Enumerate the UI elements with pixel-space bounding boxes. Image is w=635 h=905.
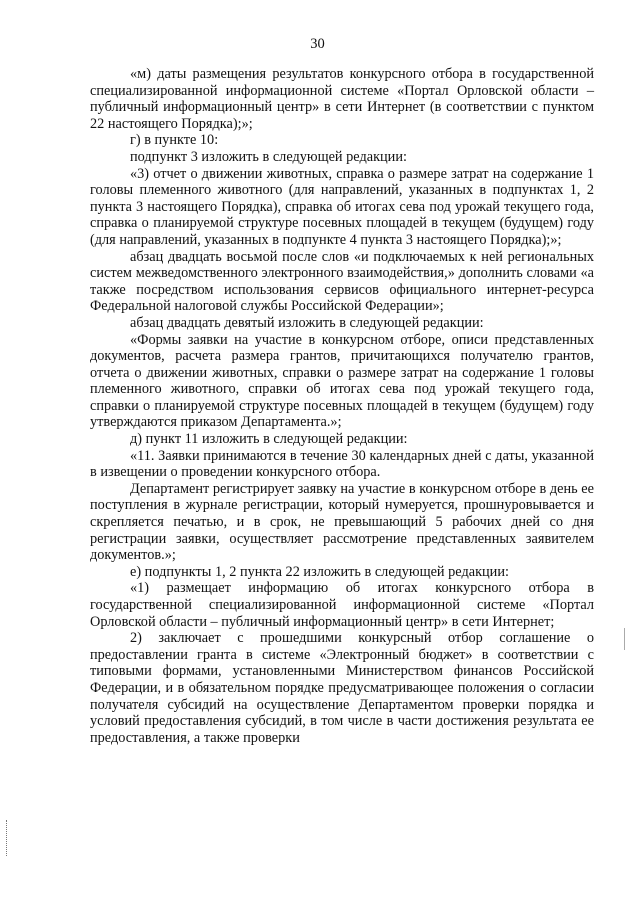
paragraph: «11. Заявки принимаются в течение 30 календарных дней с даты, указанной в извещении о проведении конкурсного отбора. bbox=[90, 447, 594, 481]
paragraph: Департамент регистрирует заявку на участие в конкурсном отборе в день ее поступления в журнале регистрации, который нумеруется, прошнуровывается и скрепляется печатью, и в срок, не превышающий 5 рабочих дней со дня регистрации заявки, осуществляет рассмотрение представленных заявителем документов.»; bbox=[90, 480, 594, 564]
paragraph: абзац двадцать восьмой после слов «и подключаемых к ней региональных систем межведомственного электронного взаимодействия,» дополнить словами «а также посредством использования сервисов официального интернет-ресурса Федеральной налоговой службы Российской Федерации»; bbox=[90, 248, 594, 315]
paragraph: «Формы заявки на участие в конкурсном отборе, описи представленных документов, расчета размера грантов, причитающихся получателю грантов, отчета о движении животных, справки о размере затрат на содержание 1 головы племенного животного, справки об итогах сева под урожай текущего года, справки о планируемой структуре посевных площадей в текущем (будущем) году утверждаются приказом Департамента.»; bbox=[90, 331, 594, 431]
scan-artifact bbox=[624, 628, 625, 650]
scan-artifact bbox=[6, 820, 9, 856]
paragraph: абзац двадцать девятый изложить в следующей редакции: bbox=[130, 314, 484, 331]
paragraph: д) пункт 11 изложить в следующей редакции: bbox=[130, 431, 408, 448]
paragraph: 2) заключает с прошедшими конкурсный отбор соглашение о предоставлении гранта в системе «Электронный бюджет» в соответствии с типовыми формами, установленными Министерством финансов Российской Федерации, и в обязательном порядке предусматривающее положения о согласии получателя субсидий на осуществление Департаментом проверки порядка и условий предоставления субсидий, в том числе в части достижения результата ее предоставления, а также проверки bbox=[90, 630, 594, 746]
paragraph: подпункт 3 изложить в следующей редакции: bbox=[130, 148, 407, 165]
paragraph: г) в пункте 10: bbox=[130, 132, 219, 149]
paragraph: е) подпункты 1, 2 пункта 22 изложить в следующей редакции: bbox=[130, 563, 509, 580]
paragraph: «м) даты размещения результатов конкурсного отбора в государственной специализированной информационной системе «Портал Орловской области – публичный информационный центр» в сети Интернет (в соответствии с пунктом 22 настоящего Порядка);»; bbox=[90, 66, 594, 132]
paragraph: «1) размещает информацию об итогах конкурсного отбора в государственной специализированной информационной системе «Портал Орловской области – публичный информационный центр» в сети Интернет; bbox=[90, 580, 594, 630]
page-number: 30 bbox=[310, 36, 325, 52]
document-body bbox=[90, 66, 594, 746]
paragraph: «3) отчет о движении животных, справка о размере затрат на содержание 1 головы племенного животного (для направлений, указанных в подпунктах 1, 2 пункта 3 настоящего Порядка), справка об итогах сева под урожай текущего года, справка о планируемой структуре посевных площадей в текущем (будущем) году (для направлений, указанных в подпункте 4 пункта 3 настоящего Порядка);»; bbox=[90, 165, 594, 248]
